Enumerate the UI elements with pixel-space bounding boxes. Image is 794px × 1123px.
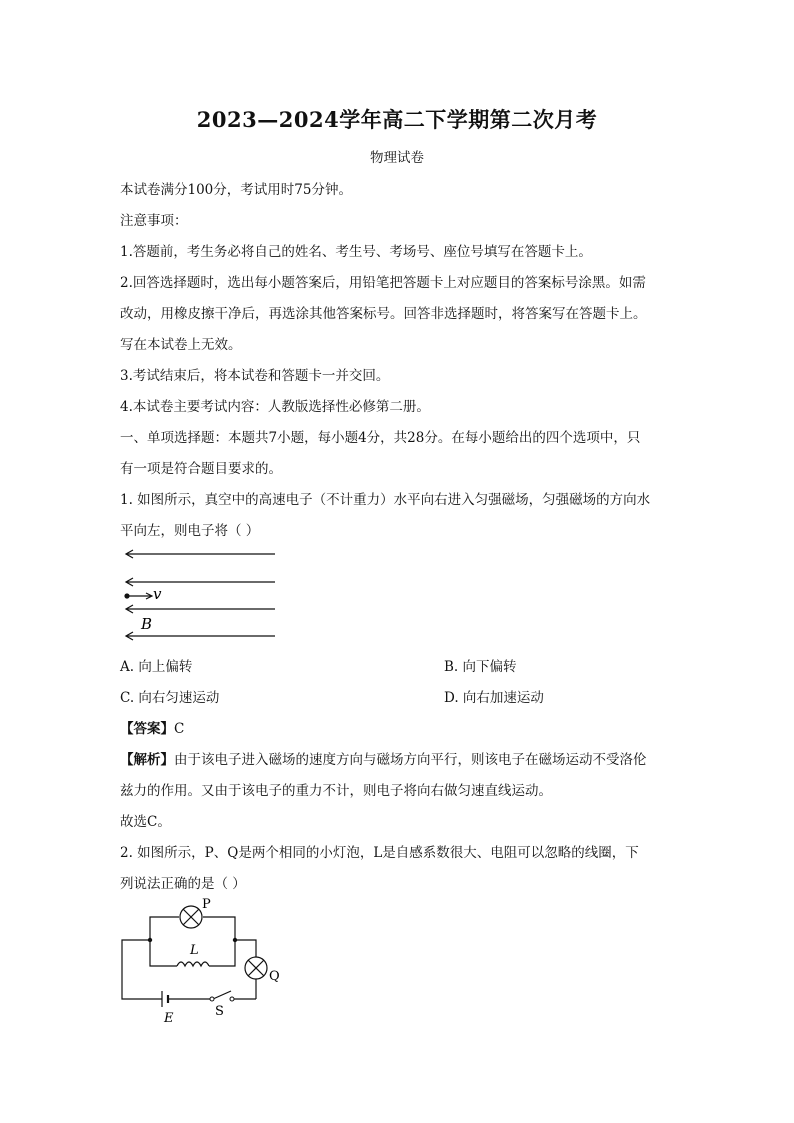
- coil-l: [177, 962, 209, 966]
- switch-contact-left: [210, 997, 214, 1001]
- label-e: E: [164, 1011, 174, 1026]
- q1-option-c[interactable]: C. 向右匀速运动: [120, 690, 220, 706]
- q1-analysis-line-1: [120, 748, 647, 768]
- page-title: 2023—2024学年高二下学期第二次月考: [196, 107, 598, 132]
- notes-heading: 注意事项：: [120, 213, 188, 229]
- q1-field-diagram: [115, 545, 285, 645]
- velocity-label: v: [153, 585, 162, 603]
- full-score-note: 本试卷满分100分，考试用时75分钟。: [120, 182, 352, 198]
- section-1-heading-line-1: 一、单项选择题：本题共7小题，每小题4分，共28分。在每小题给出的四个选项中，只: [120, 430, 641, 446]
- note-3: 3.考试结束后，将本试卷和答题卡一并交回。: [120, 368, 390, 384]
- wire-l-left: [150, 940, 177, 966]
- label-q: Q: [269, 969, 280, 984]
- section-1-heading-line-2: 有一项是符合题目要求的。: [120, 461, 282, 477]
- question-2-stem-line-2: 列说法正确的是（ ）: [120, 876, 246, 892]
- junction-left: [148, 938, 152, 942]
- field-label: B: [141, 615, 153, 633]
- junction-right: [233, 938, 237, 942]
- page-subtitle: 物理试卷: [370, 150, 424, 166]
- q1-analysis-line-2: 兹力的作用。又由于该电子的重力不计，则电子将向右做匀速直线运动。: [120, 783, 552, 799]
- electron-dot: [124, 593, 129, 598]
- switch-s: [213, 991, 231, 999]
- note-2-line-1: 2.回答选择题时，选出每小题答案后，用铅笔把答题卡上对应题目的答案标号涂黑。如需: [120, 275, 646, 291]
- analysis-tag: 【解析】: [120, 752, 174, 768]
- label-l: L: [190, 943, 199, 958]
- label-s: S: [215, 1004, 224, 1019]
- note-4: 4.本试卷主要考试内容：人教版选择性必修第二册。: [120, 399, 430, 415]
- label-p: P: [202, 897, 211, 912]
- q1-option-a[interactable]: A. 向上偏转: [120, 659, 193, 675]
- q1-answer-row: [120, 717, 184, 737]
- question-1-stem-line-1: 1. 如图所示，真空中的高速电子（不计重力）水平向右进入匀强磁场，匀强磁场的方向水: [120, 492, 651, 508]
- note-2-line-3: 写在本试卷上无效。: [120, 337, 242, 353]
- answer-value: C: [174, 721, 185, 737]
- wire-l-right: [209, 940, 235, 966]
- switch-contact-right: [230, 997, 234, 1001]
- q1-option-d[interactable]: D. 向右加速运动: [444, 690, 544, 706]
- question-1-stem-line-2: 平向左，则电子将（ ）: [120, 523, 260, 539]
- wire-q-upper: [235, 940, 256, 957]
- note-1: 1.答题前，考生务必将自己的姓名、考生号、考场号、座位号填写在答题卡上。: [120, 244, 592, 260]
- q1-option-b[interactable]: B. 向下偏转: [444, 659, 517, 675]
- analysis-text-1: 由于该电子进入磁场的速度方向与磁场方向平行，则该电子在磁场运动不受洛伦: [174, 752, 647, 768]
- question-2-stem-line-1: 2. 如图所示，P、Q是两个相同的小灯泡，L是自感系数很大、电阻可以忽略的线圈，下: [120, 845, 639, 861]
- answer-tag: 【答案】: [120, 721, 174, 737]
- q2-circuit-diagram: [115, 895, 290, 1025]
- wire-outer-left: [122, 940, 162, 999]
- wire-p-left: [150, 917, 179, 940]
- wire-p-right: [203, 917, 235, 940]
- q1-conclusion: 故选C。: [120, 814, 171, 830]
- note-2-line-2: 改动，用橡皮擦干净后，再选涂其他答案标号。回答非选择题时，将答案写在答题卡上。: [120, 306, 647, 322]
